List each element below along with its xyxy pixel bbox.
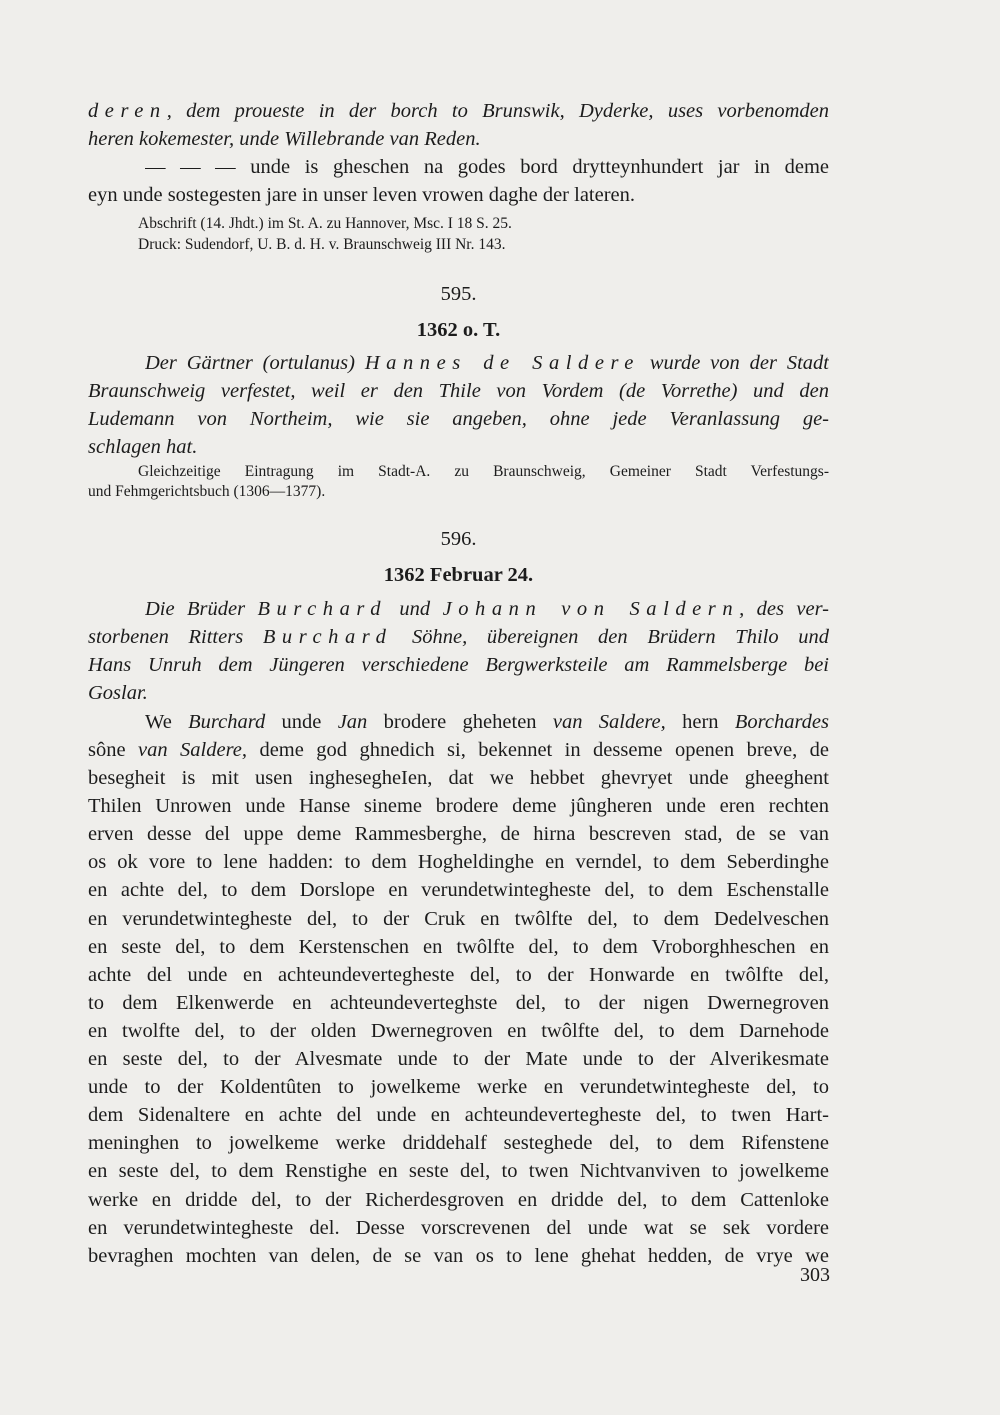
entry-595-source-2: und Fehmgerichtsbuch (1306—1377). (88, 483, 326, 500)
entry-596-text-line-20: bevraghen mochten van delen, de se van os to lene ghehat hedden, de vrye we (88, 1244, 829, 1267)
entry-596-text-line-9: en seste del, to dem Kerstenschen en twôlfte del, to dem Vroborghheschen en (88, 935, 829, 958)
entry-595-summary-2: Braunschweig verfestet, weil er den Thile von Vordem (de Vorrethe) und den (88, 380, 829, 402)
entry-596-date: 1362 Februar 24. (383, 564, 534, 586)
intro-closing-line-1: — — — unde is gheschen na godes bord drytteynhundert jar in deme (145, 156, 829, 178)
entry-596-text-line-19: en verundetwintegheste del. Desse vorscrevenen del unde wat se sek vordere (88, 1216, 829, 1239)
entry-596-text-line-3: besegheit is mit usen inghesegheIen, dat we hebbet ghevryet unde gheeghent (88, 767, 829, 789)
intro-source-2: Druck: Sudendorf, U. B. d. H. v. Braunschweig III Nr. 143. (138, 236, 506, 253)
entry-596-text-line-11: to dem Elkenwerde en achteundeverteghste del, to der nigen Dwernegroven (88, 991, 829, 1014)
entry-596-summary-4: Goslar. (88, 682, 148, 704)
entry-596-number: 596. (440, 528, 477, 550)
entry-596-text-line-18: werke en dridde del, to der Richerdesgroven en dridde del, to dem Cattenloke (88, 1188, 829, 1211)
entry-596-text-line-17: en seste del, to dem Renstighe en seste del, to twen Nichtvanviven to jowelkeme (88, 1160, 829, 1183)
entry-595-source-1: Gleichzeitige Eintragung im Stadt-A. zu Braunschweig, Gemeiner Stadt Verfestungs- (138, 463, 829, 480)
entry-596-text-line-14: unde to der Koldentûten to jowelkeme werke en verundetwintegheste del, to (88, 1076, 829, 1099)
entry-596-text-line-6: os ok vore to lene hadden: to dem Hogheldinghe en verndel, to dem Seberdinghe (88, 851, 829, 874)
entry-596-text-line-8: en verundetwintegheste del, to der Cruk en twôlfte del, to dem Dedelveschen (88, 907, 829, 930)
entry-596-text-line-16: meninghen to jowelkeme werke driddehalf sesteghede del, to dem Rifenstene (88, 1132, 829, 1155)
entry-595-summary-3: Ludemann von Northeim, wie sie angeben, ohne jede Veranlassung ge- (88, 408, 829, 430)
intro-line-1: deren, dem proueste in der borch to Brunswik, Dyderke, uses vorbenomden (88, 100, 829, 122)
entry-596-text-line-1: We Burchard unde Jan brodere gheheten van Saldere, hern Borchardes (145, 711, 829, 733)
entry-596-text-line-7: en achte del, to dem Dorslope en verundetwintegheste del, to dem Eschenstalle (88, 879, 829, 902)
entry-596-text-line-12: en twolfte del, to der olden Dwernegroven en twôlfte del, to dem Darnehode (88, 1019, 829, 1042)
entry-595-summary-4: schlagen hat. (88, 436, 198, 458)
entry-596-text-line-5: erven desse del uppe deme Rammesberghe, de hirna bescreven stad, de se van (88, 823, 829, 846)
entry-595-number: 595. (440, 283, 477, 305)
entry-596-text-line-10: achte del unde en achteundevertegheste del, to der Honwarde en twôlfte del, (88, 963, 829, 986)
entry-596-summary-2: storbenen Ritters Burchard Söhne, übereignen den Brüdern Thilo und (88, 626, 829, 648)
entry-596-summary-1: Die Brüder Burchard und Johann von Saldern, des ver- (145, 598, 829, 620)
entry-596-text-line-4: Thilen Unrowen unde Hanse sineme brodere deme jûngheren unde eren rechten (88, 795, 829, 818)
intro-closing-line-2: eyn unde sostegesten jare in unser leven vrowen daghe der lateren. (88, 184, 636, 206)
page-number: 303 (800, 1264, 830, 1286)
entry-595-date: 1362 o. T. (416, 319, 501, 341)
entry-596-summary-3: Hans Unruh dem Jüngeren verschiedene Bergwerksteile am Rammelsberge bei (88, 654, 829, 676)
entry-595-summary-1: Der Gärtner (ortulanus) Hannes de Saldere wurde von der Stadt (145, 352, 829, 374)
intro-source-1: Abschrift (14. Jhdt.) im St. A. zu Hannover, Msc. I 18 S. 25. (138, 215, 512, 232)
entry-596-text-line-13: en seste del, to der Alvesmate unde to der Mate unde to der Alverikesmate (88, 1048, 829, 1070)
intro-line-2: heren kokemester, unde Willebrande van Reden. (88, 128, 481, 150)
entry-596-text-line-2: sône van Saldere, deme god ghnedich si, bekennet in desseme openen breve, de (88, 739, 829, 761)
entry-596-text-line-15: dem Sidenaltere en achte del unde en achteundevertegheste del, to twen Hart- (88, 1104, 829, 1127)
